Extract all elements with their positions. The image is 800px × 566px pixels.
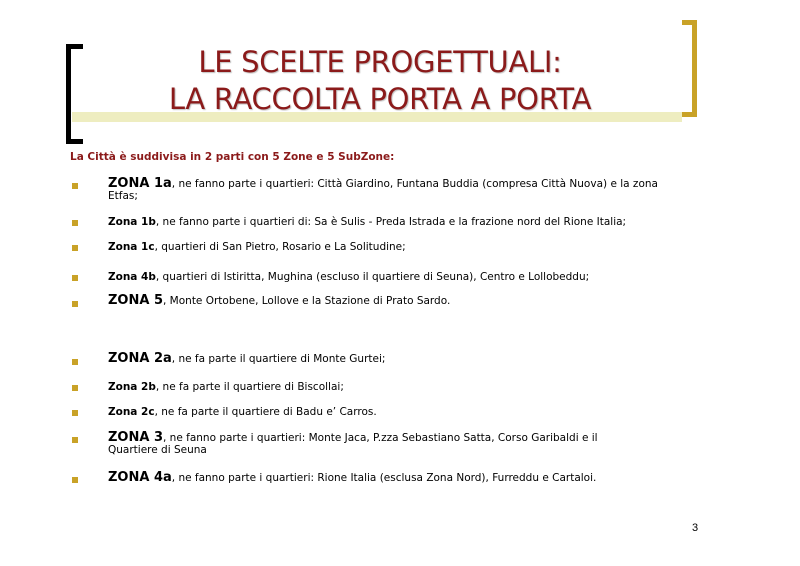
square-bullet-icon [72,245,78,251]
list-item-text [108,432,648,456]
slide-title [80,44,680,118]
zone-name: Zona 1c [108,241,155,253]
list-item-text [108,406,668,418]
square-bullet-icon [72,220,78,226]
list-item-text [108,241,668,253]
zone-description: , ne fa parte il quartiere di Monte Gurtei; [171,353,386,365]
zone-description: , quartieri di San Pietro, Rosario e La Solitudine; [154,241,406,253]
square-bullet-icon [72,275,78,281]
title-line-1: LE SCELTE PROGETTUALI: [198,45,562,79]
zone-description: , ne fanno parte i quartieri: Monte Jaca, P.zza Sebastiano Satta, Corso Garibaldi e il Quartiere di Seuna [108,432,598,456]
square-bullet-icon [72,385,78,391]
square-bullet-icon [72,359,78,365]
square-bullet-icon [72,301,78,307]
zone-name: Zona 4b [108,271,156,283]
square-bullet-icon [72,437,78,443]
zone-description: , ne fanno parte i quartieri: Città Giardino, Funtana Buddia (compresa Città Nuova) e la zona Etfas; [108,178,658,202]
intro-text: La Città è suddivisa in 2 parti con 5 Zone e 5 SubZone: [70,151,395,163]
zone-description: , ne fanno parte i quartieri di: Sa è Sulis - Preda Istrada e la frazione nord del Rione Italia; [155,216,627,228]
page-number: 3 [692,522,699,534]
right-bracket-decoration [682,20,697,117]
list-item-text [108,271,668,283]
zone-name: Zona 2c [108,406,155,418]
zone-description: , Monte Ortobene, Lollove e la Stazione di Prato Sardo. [163,295,451,307]
zone-description: , ne fa parte il quartiere di Biscollai; [155,381,344,393]
zone-description: , quartieri di Istiritta, Mughina (escluso il quartiere di Seuna), Centro e Lollobeddu; [155,271,590,283]
square-bullet-icon [72,410,78,416]
zone-name: ZONA 1a [108,176,172,191]
zone-description: , ne fa parte il quartiere di Badu e’ Carros. [154,406,377,418]
zone-description: , ne fanno parte i quartieri: Rione Italia (esclusa Zona Nord), Furreddu e Cartaloi. [171,472,597,484]
list-item-text [108,216,668,228]
zone-name: ZONA 5 [108,293,163,308]
list-item-text [108,295,668,307]
zone-name: ZONA 3 [108,430,163,445]
square-bullet-icon [72,477,78,483]
title-line-2: LA RACCOLTA PORTA A PORTA [168,82,592,116]
zone-name: ZONA 2a [108,351,172,366]
list-item-text [108,472,668,484]
list-item-text [108,178,668,202]
list-item-text [108,381,668,393]
square-bullet-icon [72,183,78,189]
zone-name: Zona 1b [108,216,156,228]
zone-name: Zona 2b [108,381,156,393]
list-item-text [108,353,668,365]
zone-name: ZONA 4a [108,470,172,485]
